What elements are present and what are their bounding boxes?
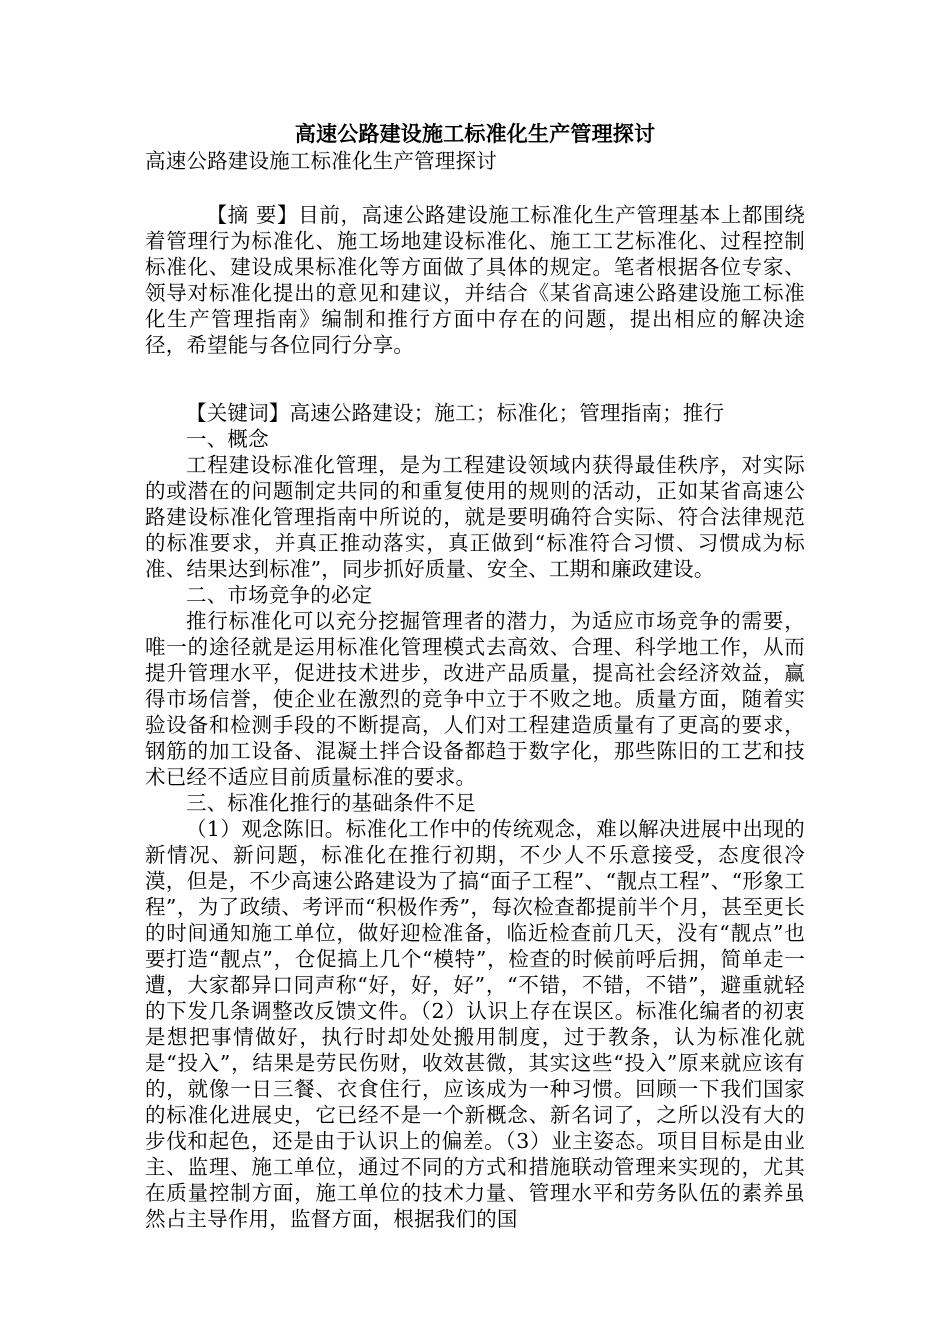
section-paragraph: （1）观念陈旧。标准化工作中的传统观念，难以解决进展中出现的新情况、新问题，标准化在推行初期，不少人不乐意接受，态度很冷漠，但是，不少高速公路建设为了搞“面子工程”、“靓点工程”、“形象工程”，为了政绩、考评而“积极作秀”，每次检查都提前半个月，甚至更长的时间通知施工单位，做好迎检准备，临近检查前几天，没有“靓点”也要打造“靓点”，仓促搞上几个“模特”，检查的时候前呼后拥，简单走一遭，大家都异口同声称“好，好，好”，“不错，不错，不错”，避重就轻的下发几条调整改反馈文件。（2）认识上存在误区。标准化编者的初衷是想把事情做好，执行时却处处搬用制度，过于教条，认为标准化就是“投入”，结果是劳民伤财，收效甚微，其实这些“投入”原来就应该有的，就像一日三餐、衣食住行，应该成为一种习惯。回顾一下我们国家的标准化进展史，它已经不是一个新概念、新名词了，之所以没有大的步伐和起色，还是由于认识上的偏差。（3）业主姿态。项目目标是由业主、监理、施工单位，通过不同的方式和措施联动管理来实现的，尤其在质量控制方面，施工单位的技术力量、管理水平和劳务队伍的素养虽然占主导作用，监督方面，根据我们的国 [145, 817, 805, 1231]
document-subtitle: 高速公路建设施工标准化生产管理探讨 [145, 149, 497, 173]
section-heading-concept: 一、概念 [186, 427, 269, 451]
section-heading-market: 二、市场竞争的必定 [186, 583, 373, 607]
abstract-paragraph: 【摘 要】目前，高速公路建设施工标准化生产管理基本上都围绕着管理行为标准化、施工场地建设标准化、施工工艺标准化、过程控制标准化、建设成果标准化等方面做了具体的规定。笔者根据各位专家、领导对标准化提出的意见和建议，并结合《某省高速公路建设施工标准化生产管理指南》编制和推行方面中存在的问题，提出相应的解决途径，希望能与各位同行分享。 [145, 203, 805, 357]
document-title: 高速公路建设施工标准化生产管理探讨 [294, 121, 656, 146]
section-paragraph: 推行标准化可以充分挖掘管理者的潜力，为适应市场竞争的需要，唯一的途径就是运用标准化管理模式去高效、合理、科学地工作，从而提升管理水平，促进技术进步，改进产品质量，提高社会经济效益，赢得市场信誉，使企业在激烈的竞争中立于不败之地。质量方面，随着实验设备和检测手段的不断提高，人们对工程建造质量有了更高的要求，钢筋的加工设备、混凝土拌合设备都趋于数字化，那些陈旧的工艺和技术已经不适应目前质量标准的要求。 [145, 609, 805, 789]
section-paragraph: 工程建设标准化管理，是为工程建设领域内获得最佳秩序，对实际的或潜在的问题制定共同的和重复使用的规则的活动，正如某省高速公路建设标准化管理指南中所说的，就是要明确符合实际、符合法律规范的标准要求，并真正推动落实，真正做到“标准符合习惯、习惯成为标准、结果达到标准”，同步抓好质量、安全、工期和廉政建设。 [145, 453, 805, 581]
keywords-line: 【关键词】高速公路建设；施工；标准化；管理指南；推行 [186, 401, 725, 425]
section-heading-conditions: 三、标准化推行的基础条件不足 [186, 791, 476, 815]
document-body [145, 120, 805, 1232]
